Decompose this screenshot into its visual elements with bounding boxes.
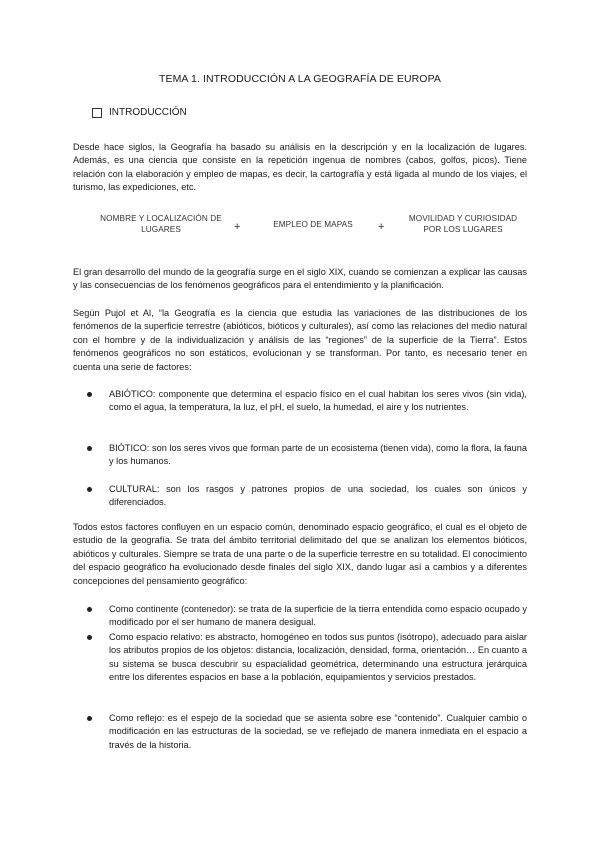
plus-sign-1: + <box>234 221 241 233</box>
concept-container-text: Como continente (contenedor): se trata de la superficie de la tierra entendida como espacio ocupado y modificado por el ser humano de manera desigual. <box>109 604 527 628</box>
diagram-box-location-line2: LUGARES <box>141 225 181 234</box>
concept-relative-text: Como espacio relativo: es abstracto, homogéneo en todos sus puntos (isótropo), adecuado para aislar los atributos propios de los objetos: distancia, localización, densidad, forma, orientación… En cuanto a su sistema se busca descubrir su espacialidad geométrica, determinando una estructura jerárquica entre los diferentes espacios en base a la población, equipamientos y servicios prestados. <box>109 632 527 683</box>
bullet-icon <box>87 446 92 451</box>
bullet-icon <box>87 392 92 397</box>
list-item <box>87 388 527 415</box>
paragraph-intro: Desde hace siglos, la Geografía ha basado su análisis en la descripción y en la localización de lugares. Además, es una ciencia que consiste en la repetición ingenua de nombres (cabos, golfos, picos). Tiene relación con la elaboración y empleo de mapas, es decir, la cartografía y está ligada al mundo de los viajes, el turismo, las expediciones, etc. <box>73 142 527 193</box>
list-item <box>87 603 527 630</box>
factor-abiotic-text: ABIÓTICO: componente que determina el espacio físico en el cual habitan los seres vivos (sin vida), como el agua, la temperatura, la luz, el pH, el suelo, la humedad, el aire y los nutrientes. <box>109 389 527 413</box>
page-title: TEMA 1. INTRODUCCIÓN A LA GEOGRAFÍA DE EUROPA <box>158 73 442 85</box>
bullet-icon <box>87 487 92 492</box>
diagram-box-mobility-line1: MOVILIDAD Y CURIOSIDAD <box>408 214 518 223</box>
factor-biotic-text: BIÓTICO: son los seres vivos que forman parte de un ecosistema (tienen vida), como la flora, la fauna y los humanos. <box>109 443 527 467</box>
paragraph-definition: Según Pujol et Al, “la Geografía es la ciencia que estudia las variaciones de las distribuciones de los fenómenos de la superficie terrestre (abióticos, bióticos y culturales), así como las relaciones del medio natural con el hombre y de la individualización y análisis de las “regiones” de la superficie de la Tierra”. Estos fenómenos geográficos no son estáticos, evolucionan y se transforman. Por tanto, es necesario tener en cuenta una serie de factores: <box>73 308 527 372</box>
paragraph-geographic-space: Todos estos factores confluyen en un espacio común, denominado espacio geográfico, el cual es el objeto de estudio de la geografía. Se trata del ámbito territorial delimitado del que se analizan los elementos bióticos, abióticos y culturales. Siempre se trata de una parte o de la superficie terrestre en su totalidad. El conocimiento del espacio geográfico ha evolucionado desde finales del siglo XIX, dando lugar así a cambios y a diferentes concepciones del pensamiento geográfico: <box>73 522 527 586</box>
diagram-box-maps <box>258 219 368 230</box>
list-item <box>87 631 527 685</box>
checkbox-icon <box>92 108 102 118</box>
diagram-box-mobility-line2: POR LOS LUGARES <box>423 225 503 234</box>
list-item <box>87 442 527 469</box>
diagram-box-location-line1: NOMBRE Y LOCALIZACIÓN DE <box>100 214 222 223</box>
diagram-box-maps-label: EMPLEO DE MAPAS <box>273 220 353 229</box>
factor-cultural-text: CULTURAL: son los rasgos y patrones propios de una sociedad, los cuales son únicos y diferenciados. <box>109 484 527 508</box>
bullet-icon <box>87 635 92 640</box>
list-item <box>87 483 527 510</box>
plus-sign-2: + <box>378 221 385 233</box>
section-label: INTRODUCCIÓN <box>109 107 187 118</box>
section-heading <box>92 107 187 118</box>
bullet-icon <box>87 607 92 612</box>
concept-reflection-text: Como reflejo: es el espejo de la sociedad que se asienta sobre ese “contenido”. Cualquier cambio o modificación en las estructuras de la sociedad, se ve reflejado de manera inmediata en el espacio a través de la historia. <box>109 713 527 750</box>
diagram-box-location <box>96 213 226 235</box>
bullet-icon <box>87 716 92 721</box>
paragraph-development: El gran desarrollo del mundo de la geografía surge en el siglo XIX, cuando se comienzan a explicar las causas y las consecuencias de los fenómenos geográficos para el entendimiento y la planificación. <box>73 267 527 291</box>
list-item <box>87 712 527 752</box>
diagram-box-mobility <box>398 213 528 235</box>
concept-diagram <box>0 213 600 253</box>
